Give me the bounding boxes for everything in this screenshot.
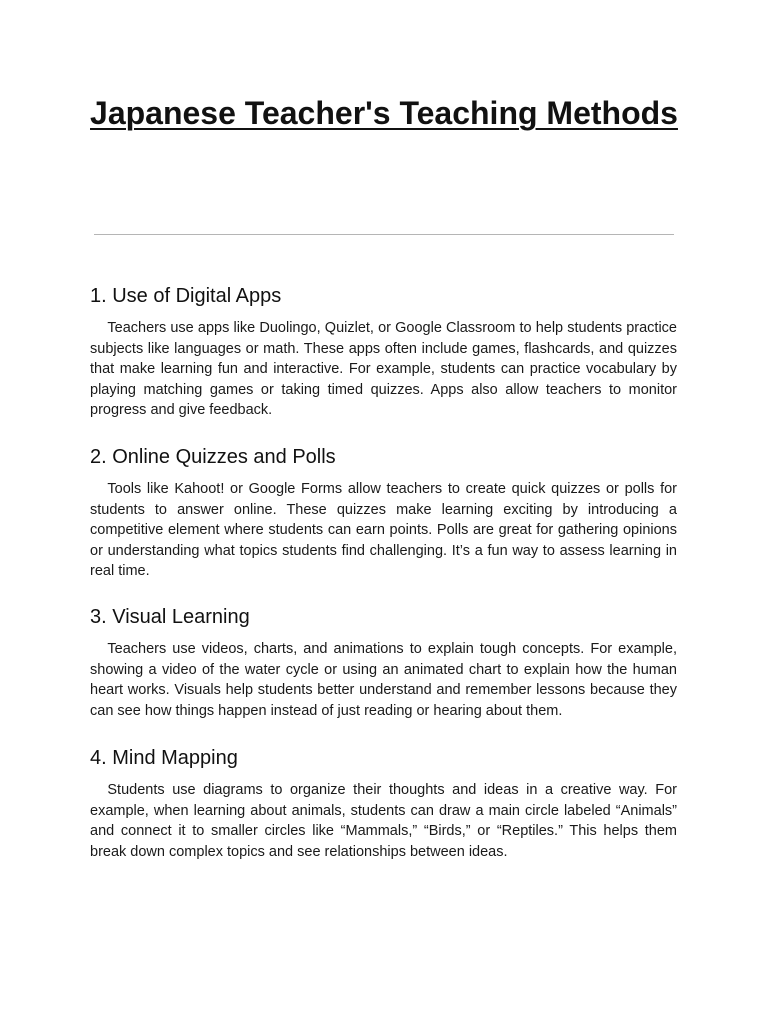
section-body: Teachers use videos, charts, and animations to explain tough concepts. For example, showing a video of the water cycle or using an animated chart to explain how the human heart works. Visuals help students better understand and remember lessons because they can see how things happen instead of just reading or hearing about them.: [90, 641, 677, 719]
section-body: Teachers use apps like Duolingo, Quizlet, or Google Classroom to help students practice subjects like languages or math. These apps often include games, flashcards, and quizzes that make learning fun and interactive. For example, students can practice vocabulary by playing matching games or taking timed quizzes. Apps also allow teachers to monitor progress and give feedback.: [90, 320, 677, 419]
document-title: Japanese Teacher's Teaching Methods: [90, 95, 678, 131]
section-heading: 1. Use of Digital Apps: [90, 285, 282, 307]
section-mind-mapping: [90, 745, 677, 862]
section-heading: 2. Online Quizzes and Polls: [90, 446, 336, 468]
section-visual-learning: [90, 604, 677, 721]
section-heading: 4. Mind Mapping: [90, 747, 238, 769]
section-body: Students use diagrams to organize their thoughts and ideas in a creative way. For example, when learning about animals, students can draw a main circle labeled “Animals” and connect it to smaller circles like “Mammals,” “Birds,” or “Reptiles.” This helps them break down complex topics and see relationships between ideas.: [90, 782, 677, 860]
section-online-quizzes: [90, 444, 677, 582]
section-heading: 3. Visual Learning: [90, 606, 250, 628]
section-body: Tools like Kahoot! or Google Forms allow teachers to create quick quizzes or polls for students to answer online. These quizzes make learning exciting by introducing a competitive element where students can earn points. Polls are great for gathering opinions or understanding what topics students find challenging. It’s a fun way to assess learning in real time.: [90, 481, 677, 580]
section-digital-apps: [90, 283, 677, 421]
horizontal-divider: [94, 234, 674, 235]
